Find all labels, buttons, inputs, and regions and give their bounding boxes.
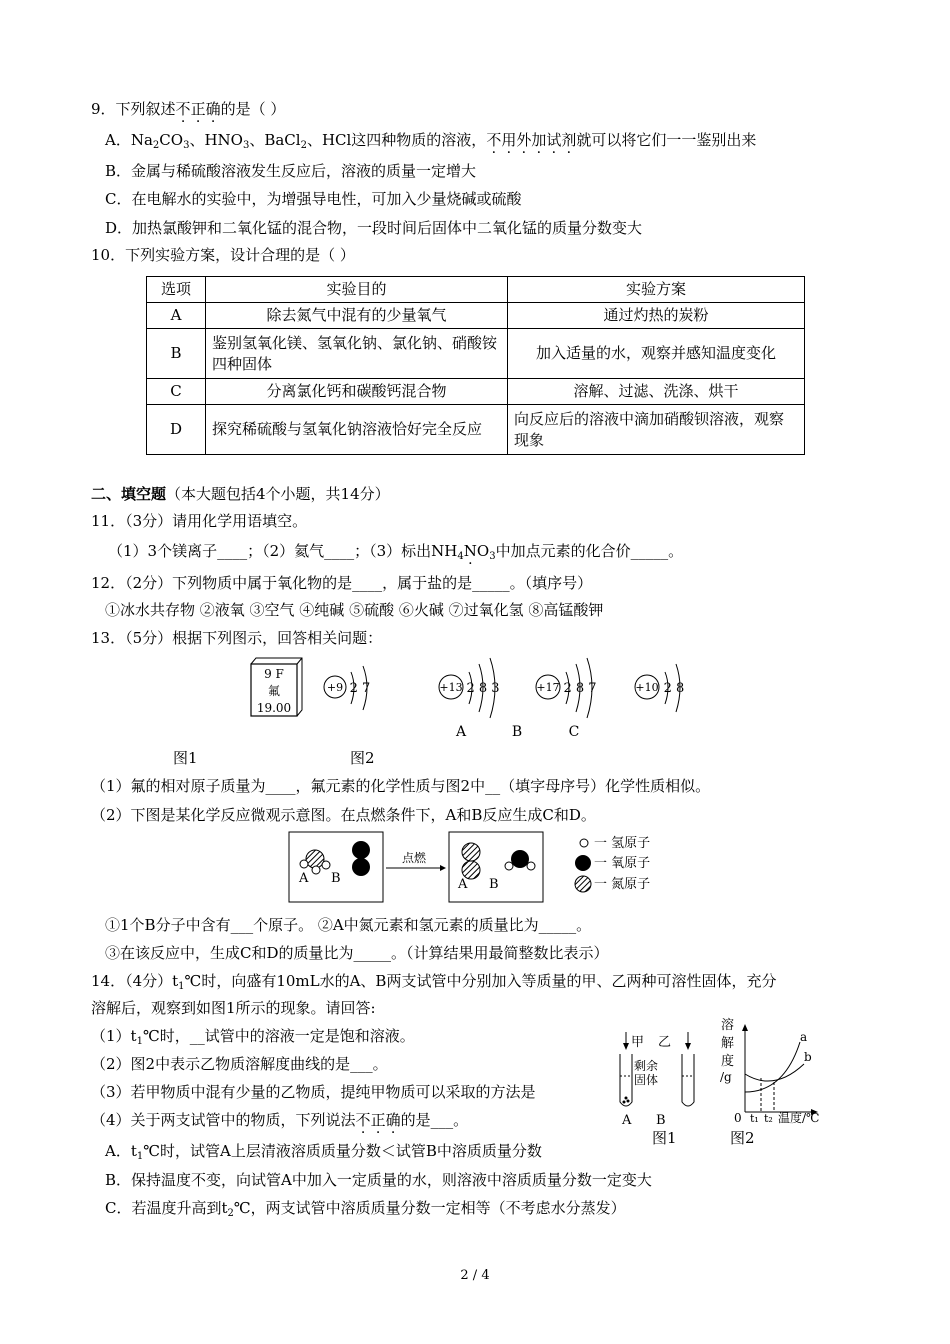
q12-stem: 12．（2分）下列物质中属于氧化物的是____，属于盐的是_____。（填序号） [91,574,593,592]
tube-a-label: A [622,1113,632,1128]
svg-text:0: 0 [734,1111,742,1125]
row-option: C [147,379,206,405]
svg-text:一 氧原子: 一 氧原子 [594,856,651,871]
element-number-symbol: 9 F [264,667,284,681]
q13-stem: 13．（5分）根据下列图示，回答相关问题： [91,629,383,647]
q9-option-c: C．在电解水的实验中，为增强导电性，可加入少量烧碱或硫酸 [105,190,522,208]
q14-fig1-label: 图1 [652,1129,677,1147]
q14-option-c: C．若温度升高到$t_2℃$，两支试管中溶质质量分数一定相等（不考虑水分蒸发） [105,1199,626,1219]
curve-b-label: b [804,1050,812,1064]
tube-jia-label: 甲 [631,1035,645,1050]
tube-b-label: B [656,1113,666,1128]
label-b: B [511,724,523,740]
svg-text:一 氮原子: 一 氮原子 [594,877,651,892]
atom-structure-fluorine [324,666,370,710]
element-name: 氟 [267,684,281,698]
table-header-row [147,277,805,303]
q13-fig2-label: 图2 [350,749,375,767]
row-purpose: 除去氮气中混有的少量氧气 [206,303,508,329]
atom-structure-c [536,658,597,718]
svg-text:溶: 溶 [721,1018,735,1033]
header-purpose: 实验目的 [206,277,508,303]
q13-sub3: ③在该反应中，生成C和D的质量比为_____。（计算结果用最简整数比表示） [105,944,609,962]
svg-text:2 8: 2 8 [663,681,685,696]
q11-line: （1）3个镁离子____；（2）氦气____；（3）标出$NH_4N \cdot O_3$中加点元素的化合价_____。 [108,541,683,561]
row-purpose: 分离氯化钙和碳酸钙混合物 [206,379,508,405]
svg-text:一 氢原子: 一 氢原子 [594,836,651,851]
q12-options: ①冰水共存物 ②液氧 ③空气 ④纯碱 ⑤硫酸 ⑥火碱 ⑦过氧化氢 ⑧高锰酸钾 [105,601,604,619]
row-option: A [147,303,206,329]
product-b-label: B [489,877,499,892]
q14-fig2-label: 图2 [730,1129,755,1147]
q13-figures [240,652,700,747]
table-row [147,329,805,379]
page-number: 2 / 4 [460,1268,490,1283]
q14-stem-line1: 14．（4分）$t_1℃$时，向盛有10mL水的A、B两支试管中分别加入等质量的甲、乙两种可溶性固体，充分 [91,972,777,992]
element-cell [251,658,302,716]
svg-text:2 7: 2 7 [349,681,371,696]
reactants-box [289,832,383,902]
row-plan: 向反应后的溶液中滴加硝酸钡溶液，观察现象 [508,405,805,455]
q14-sub1: $(1)t_1℃$时，__试管中的溶液一定是饱和溶液。 [91,1027,415,1047]
q13-part2: （2）下图是某化学反应微观示意图。在点燃条件下，A和B反应生成C和D。 [91,806,596,824]
q14-sub3: （3）若甲物质中混有少量的乙物质，提纯甲物质可以采取的方法是 [91,1083,536,1101]
atom-structure-neon [635,664,684,712]
label-a: A [455,724,467,740]
row-purpose: 探究稀硫酸与氢氧化钠溶液恰好完全反应 [206,405,508,455]
svg-text:温度/℃: 温度/℃ [778,1111,820,1125]
row-plan: 加入适量的水，观察并感知温度变化 [508,329,805,379]
label-c: C [568,724,580,740]
products-box [449,832,543,902]
svg-text:+13: +13 [439,681,463,694]
test-tubes-figure [612,1026,702,1130]
reaction-diagram [288,826,668,906]
header-option: 选项 [147,277,206,303]
q13-sub1: ①1个B分子中含有___个原子。 ②A中氮元素和氢元素的质量比为_____。 [105,916,592,934]
row-plan: 溶解、过滤、洗涤、烘干 [508,379,805,405]
row-purpose: 鉴别氢氧化镁、氢氧化钠、氯化钠、硝酸铵四种固体 [206,329,508,379]
q14-sub2: （2）图2中表示乙物质溶解度曲线的是___。 [91,1055,388,1073]
atom-structure-a [439,658,500,718]
tube-yi-label: 乙 [658,1035,672,1050]
row-option: B [147,329,206,379]
section-title: 二、填空题（本大题包括4个小题，共14分） [91,485,390,503]
product-a-label: A [458,877,468,892]
curve-a-label: a [800,1030,808,1044]
svg-text:t₂: t₂ [764,1112,773,1125]
q14-stem-line2: 溶解后，观察到如图1所示的现象。请回答: [91,999,376,1017]
q9-option-d: D．加热氯酸钾和二氧化锰的混合物，一段时间后固体中二氧化锰的质量分数变大 [105,219,643,237]
reactant-b-label: B [331,871,341,886]
svg-text:t₁: t₁ [750,1112,759,1125]
q14-option-a: A．$t_1℃$时，试管A上层清液溶质质量分数＜试管B中溶质质量分数 [105,1142,542,1162]
svg-text:解: 解 [721,1036,735,1051]
svg-text:度: 度 [721,1054,735,1069]
q9-option-b: B．金属与稀硫酸溶液发生反应后，溶液的质量一定增大 [105,162,477,180]
table-row [147,303,805,329]
svg-text:+17: +17 [536,681,560,694]
q9-stem: 9．下列叙述不正确的是（ ） [91,100,286,118]
solid-label: 固体 [634,1073,659,1087]
q10-stem: 10．下列实验方案，设计合理的是（ ） [91,246,355,264]
svg-text:+9: +9 [326,681,344,694]
header-plan: 实验方案 [508,277,805,303]
svg-text:/g: /g [720,1070,732,1084]
table-row [147,379,805,405]
q14-sub4: （4）关于两支试管中的物质，下列说法不正确的是___。 [91,1111,469,1129]
table-row [147,405,805,455]
svg-text:点燃: 点燃 [401,851,427,865]
q11-stem: 11．（3分）请用化学用语填空。 [91,512,308,530]
svg-text:2 8 3: 2 8 3 [466,681,500,696]
reactant-a-label: A [299,871,309,886]
q9-option-a: A．$Na_2CO_3$、$HNO_3$、BaCl$_2$、HCl这四种物质的溶液，不用外加试剂就可以将它们一一鉴别出来 [105,131,757,151]
svg-text:2 8 7: 2 8 7 [563,681,597,696]
element-mass: 19.00 [256,701,292,715]
curve-a [745,1042,800,1092]
reaction-arrow [386,850,446,871]
q14-option-b: B．保持温度不变，向试管A中加入一定质量的水，则溶液中溶质质量分数一定变大 [105,1171,652,1189]
row-option: D [147,405,206,455]
q13-part1: （1）氟的相对原子质量为____，氟元素的化学性质与图2中__（填字母序号）化学性质相似。 [91,777,711,795]
curve-b [745,1064,804,1081]
q10-table [146,276,805,455]
row-plan: 通过灼热的炭粉 [508,303,805,329]
solubility-chart [714,1012,844,1128]
q13-fig1-label: 图1 [173,749,198,767]
svg-text:+10: +10 [635,681,659,694]
atom-legend [575,836,650,892]
residue-label: 剩余 [634,1059,659,1073]
